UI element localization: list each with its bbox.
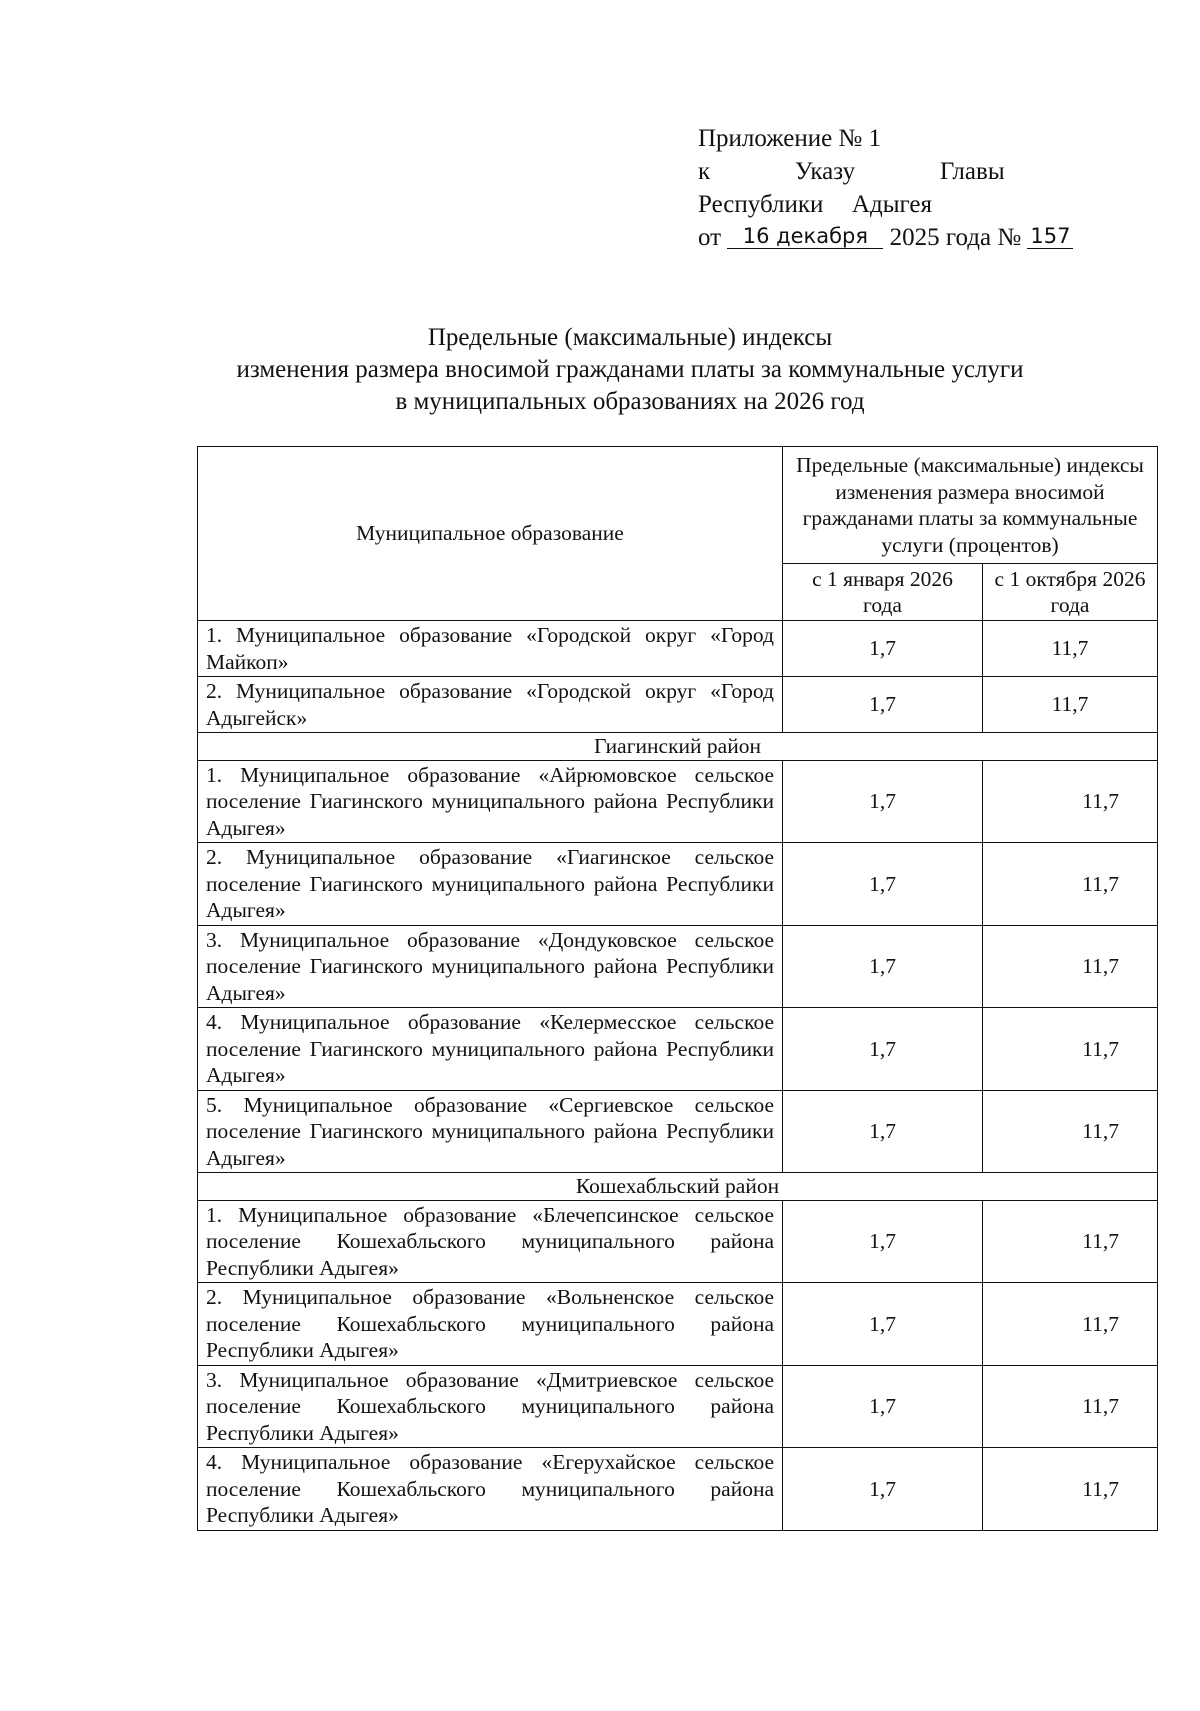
- municipality-name: 2. Муниципальное образование «Городской округ «Город Адыгейск»: [198, 677, 783, 733]
- index-january: 1,7: [783, 925, 983, 1008]
- index-january: 1,7: [783, 621, 983, 677]
- index-january: 1,7: [783, 1283, 983, 1366]
- appendix-number: Приложение № 1: [698, 125, 882, 152]
- municipality-name: 4. Муниципальное образование «Егерухайское сельское поселение Кошехабльского муниципального района Республики Адыгея»: [198, 1448, 783, 1531]
- index-october: 11,7: [983, 843, 1158, 926]
- table-row: [198, 1283, 1158, 1366]
- index-october: 11,7: [983, 1365, 1158, 1448]
- municipality-name: 5. Муниципальное образование «Сергиевское сельское поселение Гиагинского муниципального района Республики Адыгея»: [198, 1090, 783, 1173]
- municipality-name: 4. Муниципальное образование «Келермесское сельское поселение Гиагинского муниципального района Республики Адыгея»: [198, 1008, 783, 1091]
- header-from-january: с 1 января 2026 года: [783, 564, 983, 621]
- index-october: 11,7: [983, 1008, 1158, 1091]
- appendix-date-line: [698, 221, 1073, 254]
- indices-table: [197, 446, 1158, 1531]
- index-january: 1,7: [783, 1448, 983, 1531]
- district-row: [198, 1173, 1158, 1201]
- index-january: 1,7: [783, 677, 983, 733]
- table-row: [198, 925, 1158, 1008]
- appendix-date-value: 16 декабря: [727, 224, 883, 249]
- title-line-1: Предельные (максимальные) индексы: [427, 324, 833, 351]
- district-title: Кошехабльский район: [198, 1173, 1158, 1201]
- index-january: 1,7: [783, 1090, 983, 1173]
- appendix-number-value: 157: [1027, 224, 1073, 249]
- header-indices-group: Предельные (максимальные) индексы изменения размера вносимой гражданами платы за коммунальные услуги (процентов): [783, 447, 1158, 564]
- document-title: [160, 322, 1100, 418]
- index-january: 1,7: [783, 1008, 983, 1091]
- municipality-name: 1. Муниципальное образование «Айрюмовское сельское поселение Гиагинского муниципального района Республики Адыгея»: [198, 760, 783, 843]
- district-row: [198, 733, 1158, 761]
- appendix-from-label: от: [698, 224, 722, 251]
- index-january: 1,7: [783, 1365, 983, 1448]
- index-january: 1,7: [783, 760, 983, 843]
- table-row: [198, 1008, 1158, 1091]
- table-row: [198, 621, 1158, 677]
- appendix-republic: Республики Адыгея: [698, 191, 933, 218]
- municipality-name: 2. Муниципальное образование «Вольненское сельское поселение Кошехабльского муниципального района Республики Адыгея»: [198, 1283, 783, 1366]
- table-header: [198, 447, 1158, 621]
- municipality-name: 3. Муниципальное образование «Дмитриевское сельское поселение Кошехабльского муниципального района Республики Адыгея»: [198, 1365, 783, 1448]
- municipality-name: 3. Муниципальное образование «Дондуковское сельское поселение Гиагинского муниципального района Республики Адыгея»: [198, 925, 783, 1008]
- table-row: [198, 760, 1158, 843]
- table-body: [198, 621, 1158, 1531]
- appendix-block: [698, 122, 1073, 254]
- table-row: [198, 1448, 1158, 1531]
- table-row: [198, 677, 1158, 733]
- appendix-decree-ref: к Указу Главы: [698, 158, 1005, 185]
- header-from-october: с 1 октября 2026 года: [983, 564, 1158, 621]
- table-row: [198, 1365, 1158, 1448]
- index-october: 11,7: [983, 621, 1158, 677]
- municipality-name: 2. Муниципальное образование «Гиагинское сельское поселение Гиагинского муниципального района Республики Адыгея»: [198, 843, 783, 926]
- municipality-name: 1. Муниципальное образование «Блечепсинское сельское поселение Кошехабльского муниципального района Республики Адыгея»: [198, 1200, 783, 1283]
- index-january: 1,7: [783, 1200, 983, 1283]
- index-october: 11,7: [983, 925, 1158, 1008]
- index-january: 1,7: [783, 843, 983, 926]
- index-october: 11,7: [983, 677, 1158, 733]
- index-october: 11,7: [983, 1200, 1158, 1283]
- index-october: 11,7: [983, 1448, 1158, 1531]
- table-row: [198, 1090, 1158, 1173]
- title-line-2: изменения размера вносимой гражданами платы за коммунальные услуги: [236, 356, 1024, 383]
- district-title: Гиагинский район: [198, 733, 1158, 761]
- index-october: 11,7: [983, 1283, 1158, 1366]
- index-october: 11,7: [983, 1090, 1158, 1173]
- index-october: 11,7: [983, 760, 1158, 843]
- table-row: [198, 843, 1158, 926]
- appendix-year-label: 2025 года №: [889, 224, 1022, 251]
- municipality-name: 1. Муниципальное образование «Городской округ «Город Майкоп»: [198, 621, 783, 677]
- header-municipality: Муниципальное образование: [198, 447, 783, 621]
- title-line-3: в муниципальных образованиях на 2026 год: [395, 388, 865, 415]
- table-row: [198, 1200, 1158, 1283]
